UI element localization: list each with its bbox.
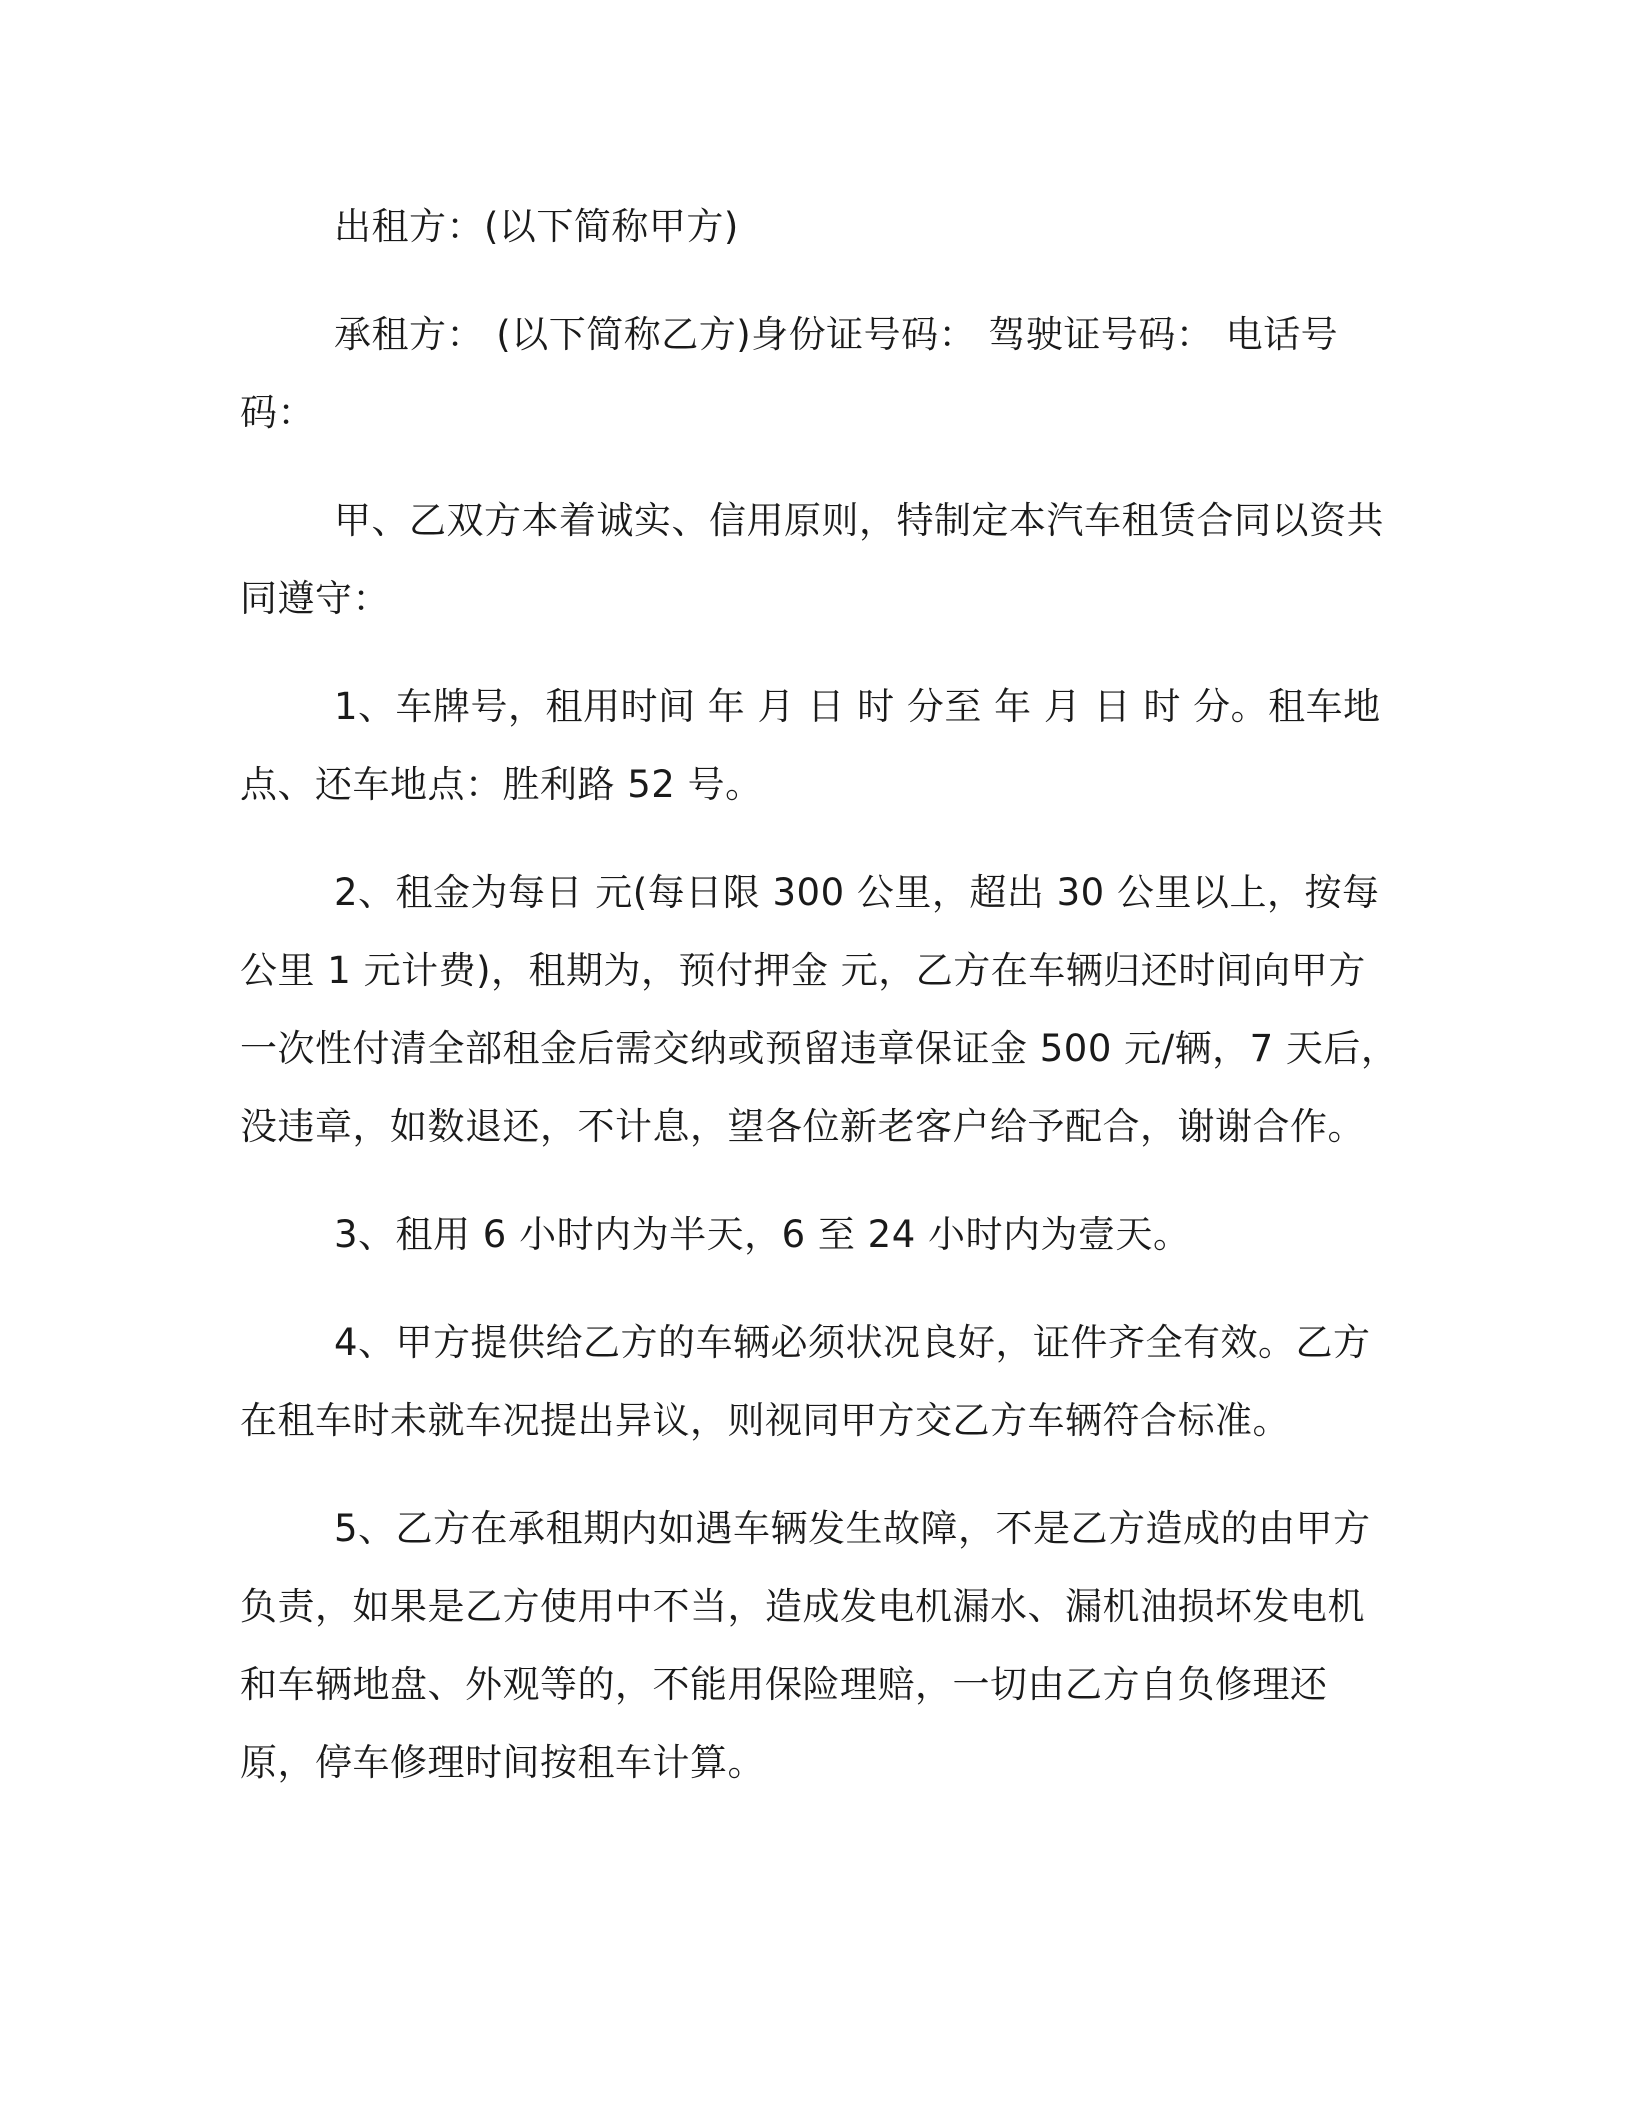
clause-2: 2、租金为每日 元(每日限 300 公里，超出 30 公里以上，按每公里 1 元计费)，租期为，预付押金 元，乙方在车辆归还时间向甲方一次性付清全部租金后需交纳或预留违章保证金 500 元/辆，7 天后，没违章，如数退还，不计息，望各位新老客户给予配合，谢谢合作。 — [240, 871, 1399, 1148]
intro-paragraph: 甲、乙双方本着诚实、信用原则，特制定本汽车租赁合同以资共同遵守： — [240, 499, 1384, 620]
lessor-line: 出租方：(以下简称甲方) — [334, 205, 739, 248]
clause-3: 3、租用 6 小时内为半天，6 至 24 小时内为壹天。 — [334, 1213, 1191, 1256]
lessee-line: 承租方： (以下简称乙方)身份证号码： 驾驶证号码： 电话号码： — [240, 313, 1339, 434]
clause-4: 4、甲方提供给乙方的车辆必须状况良好，证件齐全有效。乙方在租车时未就车况提出异议，则视同甲方交乙方车辆符合标准。 — [240, 1321, 1371, 1442]
clause-5: 5、乙方在承租期内如遇车辆发生故障，不是乙方造成的由甲方负责，如果是乙方使用中不当，造成发电机漏水、漏机油损坏发电机和车辆地盘、外观等的，不能用保险理赔，一切由乙方自负修理还原，停车修理时间按租车计算。 — [240, 1507, 1371, 1784]
document-body — [240, 188, 1400, 1802]
clause-1: 1、车牌号，租用时间 年 月 日 时 分至 年 月 日 时 分。租车地点、还车地点：胜利路 52 号。 — [240, 685, 1381, 806]
